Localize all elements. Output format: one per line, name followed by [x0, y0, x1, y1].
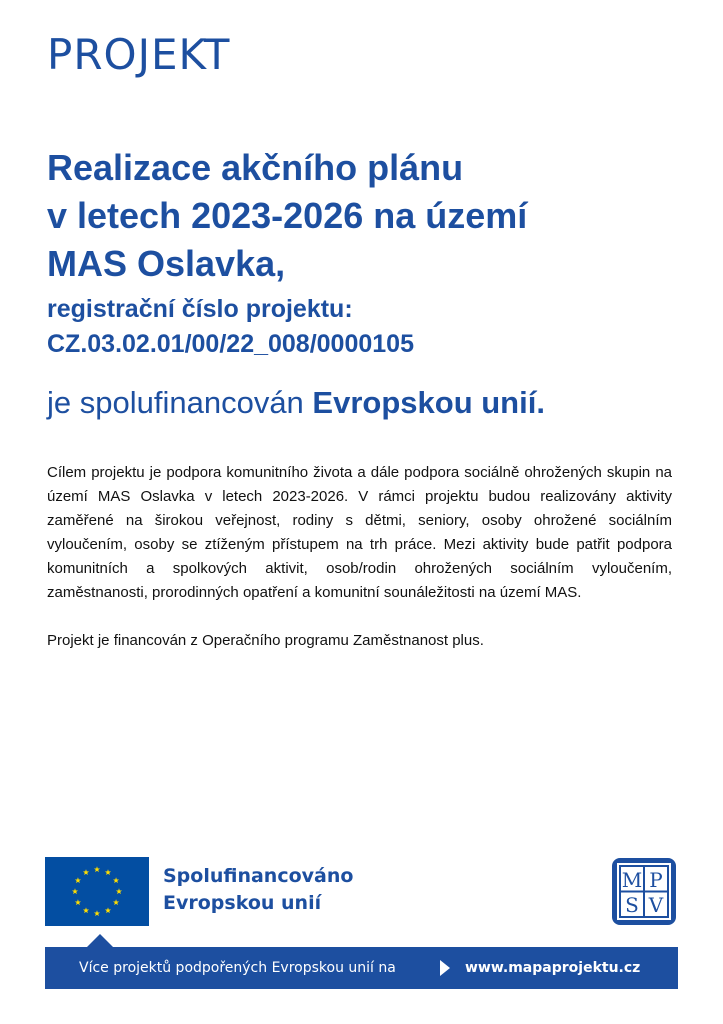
eu-flag-icon — [45, 857, 149, 926]
eu-star-icon — [75, 877, 81, 883]
eu-star-icon — [105, 869, 111, 875]
eu-star-icon — [72, 888, 78, 894]
svg-text:M: M — [621, 868, 643, 892]
svg-text:P: P — [649, 868, 663, 892]
banner-text: Více projektů podpořených Evropskou unií na — [79, 960, 396, 976]
eu-star-icon — [113, 899, 119, 905]
description-paragraph-2: Projekt je financován z Operačního programu Zaměstnanost plus. — [47, 632, 484, 649]
project-heading: PROJEKT — [47, 30, 231, 79]
projects-map-banner[interactable] — [45, 947, 678, 989]
eu-star-icon — [83, 869, 89, 875]
description-paragraph-1: Cílem projektu je podpora komunitního života a dále podpora sociálně ohrožených skupin na území MAS Oslavka v letech 2023-2026. V rámci projektu budou realizovány aktivity zaměřené na širokou veřejnost, rodiny s dětmi, seniory, osoby ohrožené sociálním vyloučením, osoby se ztíženým přístupem na trh práce. Mezi aktivity bude patřit podpora komunitních a spolkových aktivit, osob/rodin ohrožených sociálním vyloučením, zaměstnanosti, prorodinných opatření a komunitní sounáležitosti na území MAS. — [47, 464, 672, 601]
eu-star-icon — [94, 866, 100, 872]
svg-text:S: S — [625, 893, 639, 917]
banner-link[interactable]: www.mapaprojektu.cz — [465, 960, 641, 976]
cofinancing-statement — [47, 383, 545, 423]
project-title-line-2: v letech 2023-2026 na území — [47, 195, 528, 236]
project-description — [47, 461, 672, 653]
eu-star-icon — [105, 907, 111, 913]
registration-block — [47, 292, 414, 362]
registration-number: CZ.03.02.01/00/22_008/0000105 — [47, 330, 414, 358]
svg-text:V: V — [648, 893, 664, 917]
cofinancing-emphasis: Evropskou unií. — [312, 385, 545, 420]
project-title-line-3: MAS Oslavka, — [47, 243, 286, 284]
eu-star-icon — [75, 899, 81, 905]
eu-star-icon — [94, 910, 100, 916]
eu-caption-line-1: Spolufinancováno — [163, 865, 354, 887]
project-title — [47, 144, 687, 288]
cofinancing-prefix: je spolufinancován — [47, 385, 304, 420]
eu-star-icon — [83, 907, 89, 913]
project-title-line-1: Realizace akčního plánu — [47, 147, 464, 188]
arrow-right-icon — [440, 960, 450, 976]
eu-star-icon — [116, 888, 122, 894]
banner-notch — [87, 934, 113, 947]
eu-caption-line-2: Evropskou unií — [163, 892, 322, 914]
mpsv-logo-icon — [611, 857, 677, 926]
eu-cofunded-caption — [163, 863, 353, 917]
registration-label: registrační číslo projektu: — [47, 295, 353, 323]
eu-star-icon — [113, 877, 119, 883]
